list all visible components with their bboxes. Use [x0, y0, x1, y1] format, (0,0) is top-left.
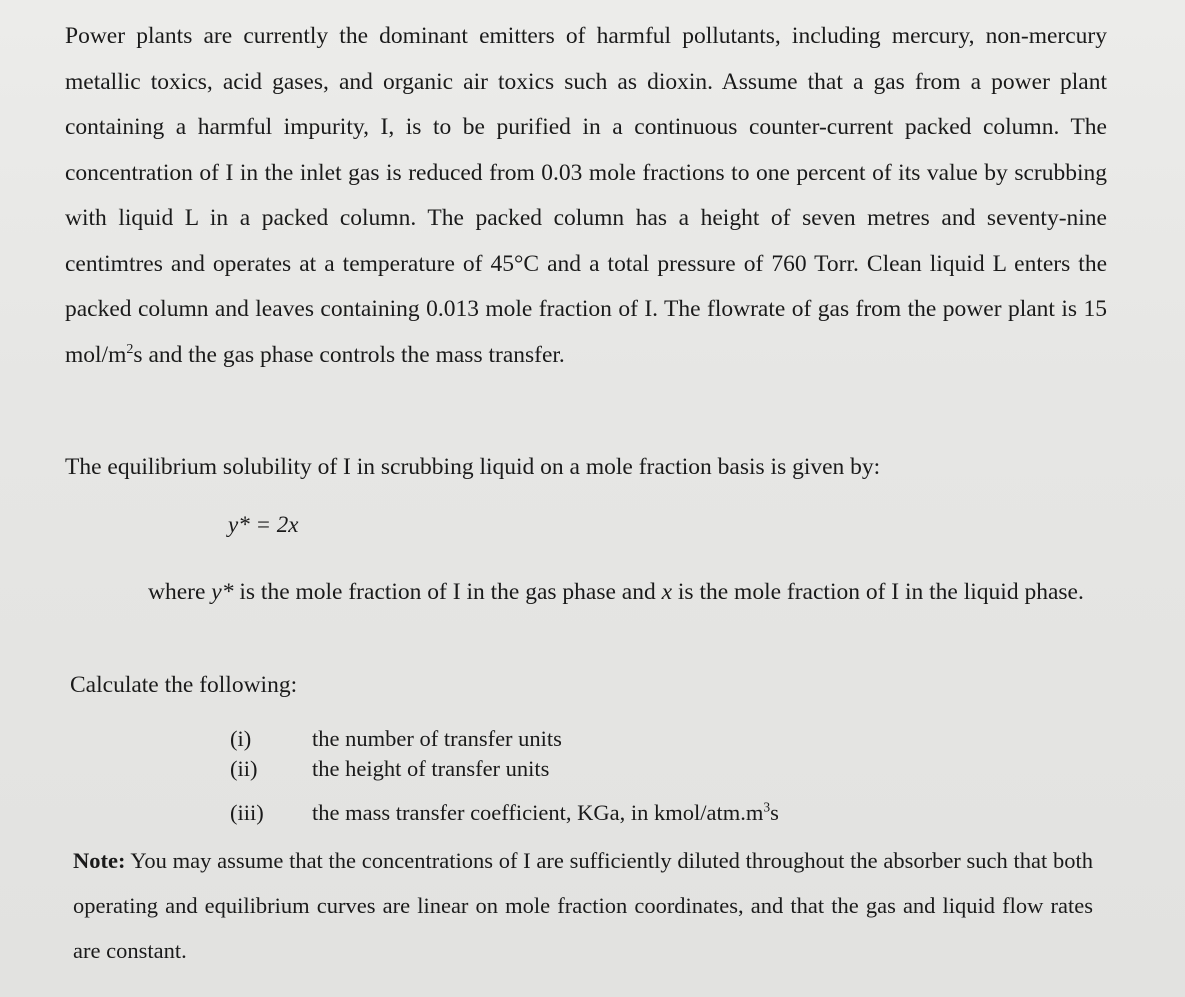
where-mid: is the mole fraction of I in the gas phase and: [233, 579, 662, 605]
where-var-x: x: [661, 579, 673, 605]
item-number: (ii): [230, 756, 258, 781]
superscript-2: 2: [126, 340, 134, 357]
problem-statement-end: s and the gas phase controls the mass transfer.: [133, 341, 565, 368]
superscript-3: 3: [763, 799, 771, 815]
note-text: You may assume that the concentrations of I are sufficiently diluted throughout the absorber such that both operating and equilibrium curves are linear on mole fraction coordinates, and that the gas and liquid flow rates are constant.: [73, 848, 1093, 963]
item-text: the mass transfer coefficient, KGa, in kmol/atm.m: [312, 800, 764, 825]
item-text: the height of transfer units: [312, 756, 550, 781]
where-prefix: where: [148, 579, 212, 605]
item-text: the number of transfer units: [312, 726, 562, 751]
problem-statement-text: Power plants are currently the dominant emitters of harmful pollutants, including mercury, non-mercury metallic toxics, acid gases, and organic air toxics such as dioxin. Assume that a gas from a power plant containing a harmful impurity, I, is to be purified in a continuous counter-current packed column. The concentration of I in the inlet gas is reduced from 0.03 mole fractions to one percent of its value by scrubbing with liquid L in a packed column. The packed column has a height of seven metres and seventy-nine centimtres and operates at a temperature of 45°C and a total pressure of 760 Torr. Clean liquid L enters the packed column and leaves containing 0.013 mole fraction of I. The flowrate of gas from the power plant is 15 mol/m: [65, 23, 1107, 368]
where-var-y: y*: [211, 579, 234, 605]
question-item-3: [230, 800, 779, 826]
equilibrium-equation: y* = 2x: [228, 512, 299, 537]
note-label: Note:: [73, 848, 126, 873]
problem-statement-paragraph: [65, 14, 1107, 378]
where-end: is the mole fraction of I in the liquid phase.: [672, 579, 1084, 605]
note-paragraph: [73, 838, 1093, 973]
item-number: (i): [230, 726, 252, 751]
calculate-heading: Calculate the following:: [70, 672, 298, 698]
question-item-1: [230, 726, 562, 752]
item-number: (iii): [230, 800, 264, 825]
item-text-end: s: [770, 800, 779, 825]
where-definition: [148, 570, 1098, 615]
equilibrium-paragraph: The equilibrium solubility of I in scrubbing liquid on a mole fraction basis is given by:: [65, 454, 881, 480]
question-item-2: [230, 756, 549, 782]
